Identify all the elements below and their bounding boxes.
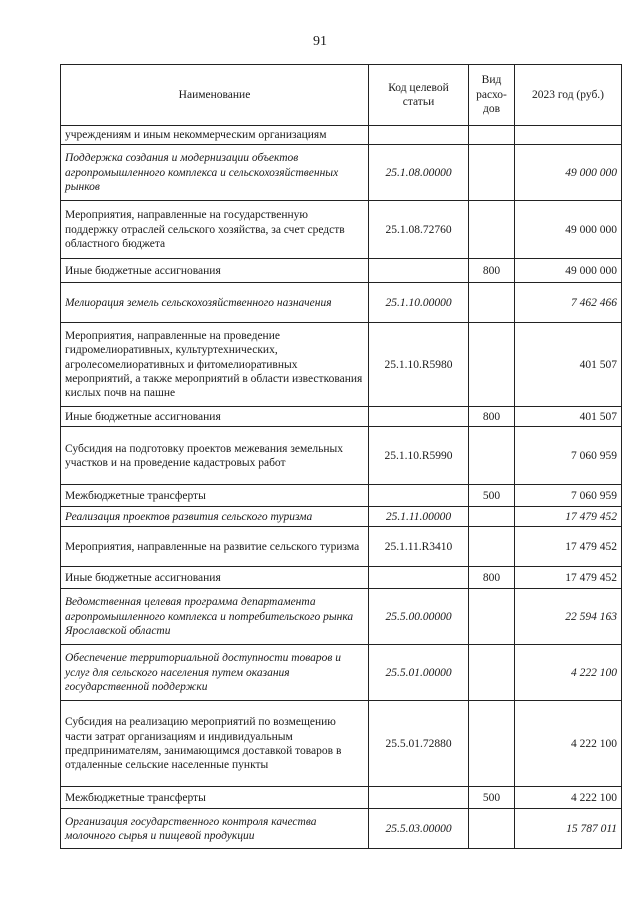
header-expense-type: Вид расхо-дов bbox=[469, 65, 515, 126]
cell-sum: 4 222 100 bbox=[515, 787, 622, 809]
cell-name: Мероприятия, направленные на государственную поддержку отраслей сельского хозяйства, за счет средств областного бюджета bbox=[61, 201, 369, 259]
cell-sum: 17 479 452 bbox=[515, 527, 622, 567]
cell-code bbox=[369, 259, 469, 283]
cell-name: Иные бюджетные ассигнования bbox=[61, 407, 369, 427]
cell-sum: 7 060 959 bbox=[515, 427, 622, 485]
table-row bbox=[61, 283, 622, 323]
cell-name: Организация государственного контроля качества молочного сырья и пищевой продукции bbox=[61, 809, 369, 849]
cell-expense-type bbox=[469, 323, 515, 407]
cell-name: Реализация проектов развития сельского туризма bbox=[61, 507, 369, 527]
cell-expense-type bbox=[469, 701, 515, 787]
table-row bbox=[61, 527, 622, 567]
cell-name: Межбюджетные трансферты bbox=[61, 787, 369, 809]
cell-sum: 7 060 959 bbox=[515, 485, 622, 507]
budget-table bbox=[60, 64, 622, 849]
cell-code bbox=[369, 787, 469, 809]
cell-code: 25.5.01.00000 bbox=[369, 645, 469, 701]
cell-expense-type bbox=[469, 145, 515, 201]
cell-expense-type bbox=[469, 283, 515, 323]
table-body bbox=[61, 126, 622, 849]
cell-sum bbox=[515, 126, 622, 145]
cell-code: 25.5.01.72880 bbox=[369, 701, 469, 787]
table-row bbox=[61, 567, 622, 589]
cell-code bbox=[369, 485, 469, 507]
table-row bbox=[61, 507, 622, 527]
cell-expense-type bbox=[469, 527, 515, 567]
table-row bbox=[61, 323, 622, 407]
table-row bbox=[61, 201, 622, 259]
table-row bbox=[61, 407, 622, 427]
table-row bbox=[61, 645, 622, 701]
cell-expense-type: 500 bbox=[469, 787, 515, 809]
cell-expense-type bbox=[469, 427, 515, 485]
cell-name: Субсидия на реализацию мероприятий по возмещению части затрат организациям и индивидуальным предпринимателям, занимающимся доставкой товаров в отдаленные сельские населенные пункты bbox=[61, 701, 369, 787]
cell-code bbox=[369, 567, 469, 589]
table-row bbox=[61, 145, 622, 201]
cell-sum: 4 222 100 bbox=[515, 701, 622, 787]
cell-sum: 49 000 000 bbox=[515, 201, 622, 259]
cell-code: 25.5.00.00000 bbox=[369, 589, 469, 645]
cell-name: Обеспечение территориальной доступности товаров и услуг для сельского населения путем оказания государственной поддержки bbox=[61, 645, 369, 701]
table-row bbox=[61, 701, 622, 787]
cell-name: учреждениям и иным некоммерческим организациям bbox=[61, 126, 369, 145]
page-number: 91 bbox=[313, 34, 327, 49]
cell-expense-type bbox=[469, 589, 515, 645]
table-row bbox=[61, 427, 622, 485]
table-row bbox=[61, 589, 622, 645]
cell-sum: 4 222 100 bbox=[515, 645, 622, 701]
cell-expense-type bbox=[469, 809, 515, 849]
cell-sum: 22 594 163 bbox=[515, 589, 622, 645]
cell-code: 25.5.03.00000 bbox=[369, 809, 469, 849]
cell-code: 25.1.11.R3410 bbox=[369, 527, 469, 567]
table-row bbox=[61, 259, 622, 283]
cell-code: 25.1.10.R5990 bbox=[369, 427, 469, 485]
cell-sum: 17 479 452 bbox=[515, 507, 622, 527]
cell-expense-type bbox=[469, 126, 515, 145]
cell-name: Иные бюджетные ассигнования bbox=[61, 567, 369, 589]
cell-sum: 49 000 000 bbox=[515, 259, 622, 283]
cell-expense-type: 800 bbox=[469, 259, 515, 283]
header-name: Наименование bbox=[61, 65, 369, 126]
table-row bbox=[61, 126, 622, 145]
cell-code bbox=[369, 407, 469, 427]
cell-sum: 401 507 bbox=[515, 323, 622, 407]
cell-name: Мероприятия, направленные на развитие сельского туризма bbox=[61, 527, 369, 567]
cell-name: Иные бюджетные ассигнования bbox=[61, 259, 369, 283]
cell-expense-type: 800 bbox=[469, 407, 515, 427]
header-code: Код целевой статьи bbox=[369, 65, 469, 126]
table-row bbox=[61, 787, 622, 809]
cell-code: 25.1.10.00000 bbox=[369, 283, 469, 323]
cell-sum: 17 479 452 bbox=[515, 567, 622, 589]
cell-expense-type: 800 bbox=[469, 567, 515, 589]
table-header-row bbox=[61, 65, 622, 126]
table-row bbox=[61, 485, 622, 507]
cell-name: Межбюджетные трансферты bbox=[61, 485, 369, 507]
cell-expense-type: 500 bbox=[469, 485, 515, 507]
cell-expense-type bbox=[469, 507, 515, 527]
cell-expense-type bbox=[469, 645, 515, 701]
cell-sum: 49 000 000 bbox=[515, 145, 622, 201]
cell-name: Ведомственная целевая программа департамента агропромышленного комплекса и потребительского рынка Ярославской области bbox=[61, 589, 369, 645]
cell-code: 25.1.10.R5980 bbox=[369, 323, 469, 407]
cell-name: Поддержка создания и модернизации объектов агропромышленного комплекса и сельскохозяйственных рынков bbox=[61, 145, 369, 201]
cell-name: Субсидия на подготовку проектов межевания земельных участков и на проведение кадастровых работ bbox=[61, 427, 369, 485]
cell-sum: 7 462 466 bbox=[515, 283, 622, 323]
cell-expense-type bbox=[469, 201, 515, 259]
cell-name: Мероприятия, направленные на проведение гидромелиоративных, культуртехнических, агролесомелиоративных и фитомелиоративных мероприятий, а также мероприятий в области известкования кислых почв на пашне bbox=[61, 323, 369, 407]
cell-code: 25.1.08.72760 bbox=[369, 201, 469, 259]
cell-sum: 15 787 011 bbox=[515, 809, 622, 849]
table-row bbox=[61, 809, 622, 849]
cell-sum: 401 507 bbox=[515, 407, 622, 427]
cell-name: Мелиорация земель сельскохозяйственного назначения bbox=[61, 283, 369, 323]
cell-code: 25.1.11.00000 bbox=[369, 507, 469, 527]
header-sum-2023: 2023 год (руб.) bbox=[515, 65, 622, 126]
cell-code bbox=[369, 126, 469, 145]
cell-code: 25.1.08.00000 bbox=[369, 145, 469, 201]
